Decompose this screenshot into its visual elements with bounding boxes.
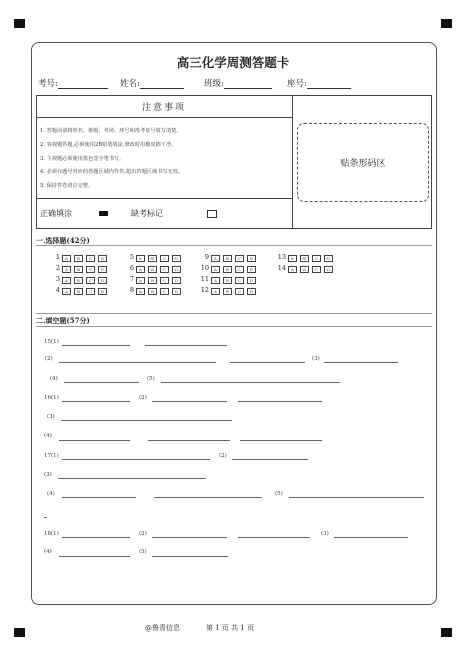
choice-option-d[interactable]: D [172,255,181,262]
answer-blank[interactable] [44,517,47,518]
answer-blank[interactable] [58,478,206,479]
answer-blank[interactable] [238,401,322,402]
notice-title: 注意事项 [141,103,186,113]
answer-blank[interactable] [152,537,227,538]
answer-blank[interactable] [62,401,130,402]
answer-blank[interactable] [59,362,216,363]
choice-option-a[interactable]: A [211,266,220,273]
q15-label: 15(1) [44,339,59,345]
choice-option-a[interactable]: A [211,255,220,262]
registration-mark [441,628,452,637]
choice-option-b[interactable]: B [148,266,157,273]
choice-option-a[interactable]: A [62,288,71,295]
choice-option-d[interactable]: D [247,277,256,284]
choice-question-number: 13 [277,253,286,261]
barcode-area: 贴条形码区 [297,123,429,202]
choice-option-c[interactable]: C [160,255,169,262]
section-title-fill: 二.填空题(57分) [36,316,90,325]
q15-3-label: (3) [312,356,320,362]
choice-option-c[interactable]: C [86,288,95,295]
notice-item: 3. 主观题必须使用黑色签字笔书写。 [40,156,125,162]
page-number: 第 1 页 共 1 页 [206,624,255,632]
footer-source: @鲁青信息 [145,624,180,632]
answer-blank[interactable] [238,537,310,538]
answer-blank[interactable] [62,459,210,460]
q18-5-label: (5) [139,549,147,555]
choice-question-number: 14 [277,264,286,272]
choice-question-number: 3 [55,275,60,283]
choice-option-c[interactable]: C [86,277,95,284]
choice-option-a[interactable]: A [62,266,71,273]
choice-option-b[interactable]: B [74,255,83,262]
absent-checkbox[interactable] [207,210,217,218]
answer-blank[interactable] [62,537,130,538]
choice-option-b[interactable]: B [223,277,232,284]
choice-question-number: 9 [204,253,209,261]
choice-question-number: 11 [200,275,209,283]
answer-blank[interactable] [154,497,262,498]
registration-mark [441,19,452,28]
choice-option-d[interactable]: D [247,288,256,295]
q18-4-label: (4) [44,549,52,555]
choice-option-a[interactable]: A [62,255,71,262]
registration-mark [14,19,25,28]
choice-question-number: 10 [200,264,209,272]
choice-option-c[interactable]: C [235,288,244,295]
choice-option-c[interactable]: C [235,277,244,284]
choice-option-b[interactable]: B [300,255,309,262]
q18-2-label: (2) [139,531,147,537]
choice-question-number: 7 [129,275,134,283]
choice-option-b[interactable]: B [223,255,232,262]
answer-blank[interactable] [230,362,305,363]
class-field[interactable]: 班级: [204,77,272,89]
q17-5-label: (5) [275,491,283,497]
filled-sample-icon [99,211,108,216]
choice-option-a[interactable]: A [136,255,145,262]
answer-blank[interactable] [152,401,227,402]
choice-option-a[interactable]: A [211,288,220,295]
choice-option-a[interactable]: A [288,266,297,273]
choice-option-a[interactable]: A [136,266,145,273]
answer-blank[interactable] [59,440,130,441]
choice-option-b[interactable]: B [74,277,83,284]
choice-question-number: 2 [55,264,60,272]
choice-option-b[interactable]: B [148,277,157,284]
choice-option-a[interactable]: A [62,277,71,284]
q17-3-label: (3) [44,472,52,478]
answer-blank[interactable] [152,556,228,557]
notice-item: 5. 保持答卷清洁完整。 [40,183,94,189]
choice-option-a[interactable]: A [136,288,145,295]
q18-3-label: (3) [321,531,329,537]
choice-option-a[interactable]: A [136,277,145,284]
q18-label: 18(1) [44,531,59,537]
choice-option-d[interactable]: D [98,255,107,262]
choice-option-b[interactable]: B [223,266,232,273]
correct-fill-label: 正确填涂 [40,209,72,218]
choice-option-d[interactable]: D [98,266,107,273]
choice-option-c[interactable]: C [235,266,244,273]
choice-question-number: 4 [55,286,60,294]
q16-label: 16(1) [44,395,59,401]
choice-option-c[interactable]: C [160,288,169,295]
q16-4-label: (4) [44,433,52,439]
choice-option-c[interactable]: C [160,277,169,284]
choice-option-d[interactable]: D [247,255,256,262]
choice-option-a[interactable]: A [288,255,297,262]
choice-option-c[interactable]: C [312,255,321,262]
answer-blank[interactable] [62,345,130,346]
q17-4-label: (4) [47,491,55,497]
choice-option-b[interactable]: B [74,288,83,295]
choice-option-a[interactable]: A [211,277,220,284]
answer-blank[interactable] [240,440,322,441]
choice-option-b[interactable]: B [74,266,83,273]
choice-option-c[interactable]: C [86,255,95,262]
answer-blank[interactable] [61,420,232,421]
q16-3-label: (3) [47,414,55,420]
choice-option-d[interactable]: D [172,288,181,295]
choice-question-number: 8 [129,286,134,294]
answer-blank[interactable] [64,382,139,383]
notice-item: 2. 客观题答题,必须使用2B铅笔填涂,修改时用橡皮擦干净。 [40,142,177,148]
choice-option-b[interactable]: B [300,266,309,273]
exam-id-field[interactable]: 考号: [38,77,108,89]
choice-option-d[interactable]: D [172,266,181,273]
notice-item: 1. 答题前请将姓名、班级、考场、座号和准考证号填写清楚。 [40,128,182,134]
seat-field[interactable]: 座号: [287,77,351,89]
choice-option-b[interactable]: B [148,255,157,262]
q17-label: 17(1) [44,453,59,459]
choice-option-d[interactable]: D [247,266,256,273]
answer-blank[interactable] [59,556,130,557]
choice-option-d[interactable]: D [324,266,333,273]
choice-option-c[interactable]: C [86,266,95,273]
choice-option-b[interactable]: B [148,288,157,295]
q17-2-label: (2) [219,453,227,459]
choice-option-c[interactable]: C [235,255,244,262]
answer-blank[interactable] [324,362,398,363]
choice-option-c[interactable]: C [312,266,321,273]
answer-blank[interactable] [334,537,408,538]
registration-mark [14,628,25,637]
absent-mark-label: 缺考标记 [131,209,163,218]
choice-option-b[interactable]: B [223,288,232,295]
answer-blank[interactable] [145,345,227,346]
answer-blank[interactable] [232,459,308,460]
q16-2-label: (2) [139,395,147,401]
choice-option-c[interactable]: C [160,266,169,273]
choice-option-d[interactable]: D [324,255,333,262]
q15-2-label: (2) [45,356,53,362]
choice-option-d[interactable]: D [98,288,107,295]
q15-4-label: (4) [50,376,58,382]
choice-option-d[interactable]: D [98,277,107,284]
section-title-choice: 一.选择题(42分) [36,236,90,245]
answer-blank[interactable] [62,497,136,498]
choice-question-number: 1 [55,253,60,261]
answer-blank[interactable] [289,497,424,498]
answer-blank[interactable] [148,440,230,441]
choice-question-number: 12 [200,286,209,294]
answer-blank[interactable] [161,382,340,383]
choice-option-d[interactable]: D [172,277,181,284]
choice-question-number: 6 [129,264,134,272]
choice-question-number: 5 [129,253,134,261]
q15-5-label: (5) [147,376,155,382]
name-field[interactable]: 姓名: [120,77,184,89]
page-title: 高三化学周测答题卡 [176,55,290,70]
notice-item: 4. 必须在题号对应的答题区域内作答,超出答题区域书写无效。 [40,169,184,175]
